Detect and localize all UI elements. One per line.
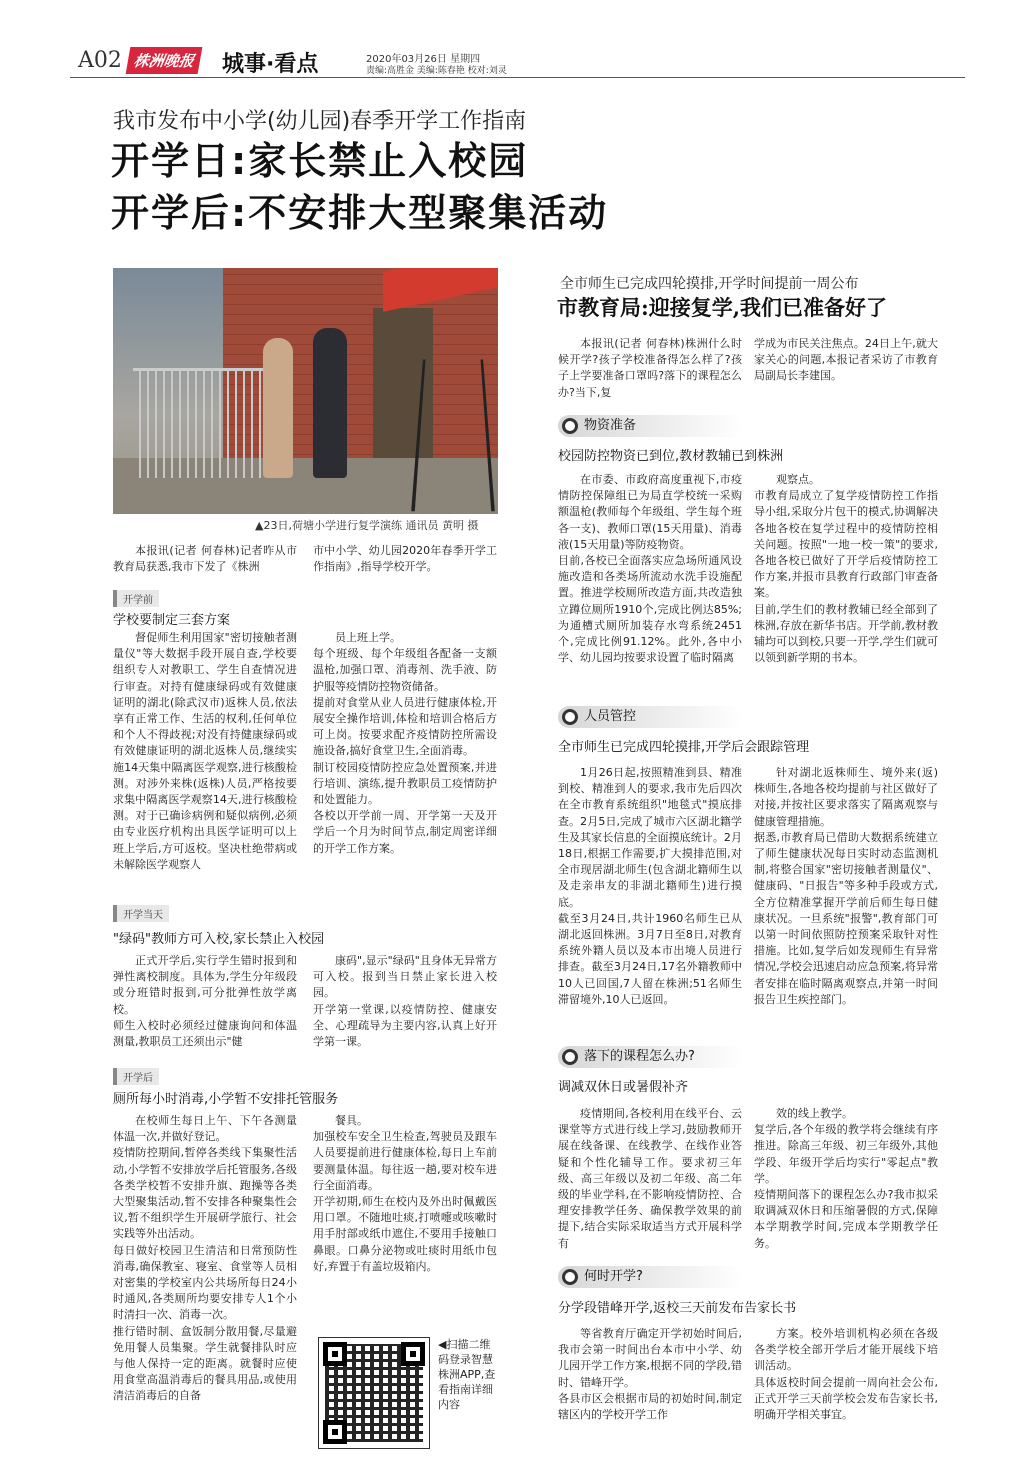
right-kicker: 全市师生已完成四轮摸排,开学时间提前一周公布 — [560, 276, 859, 292]
qr-finder-tl — [323, 1342, 347, 1366]
right-t1-col-b: 观察点。 市教育局成立了复学疫情防控工作指导小组,采取分片包干的模式,协调解决各地各校在复学过程中的疫情防控相关问题。按照"一地一校一策"的要求,各地各校已做好了开学后疫情防控工作方案,并报市县教育行政部门审查备案。 目前,学生们的教材教辅已经全部到了株洲,存放在新华书店。开学前,教材教辅均可以到校,只要一开学,学生们就可以领到新学期的书本。 — [754, 473, 938, 665]
student-figure — [263, 338, 293, 478]
qr-code[interactable] — [318, 1337, 430, 1449]
section-subhead-day: "绿码"教师方可入校,家长禁止入校园 — [113, 932, 325, 947]
bullet-ring-icon — [562, 418, 578, 434]
topic-tag-schedule — [558, 1266, 743, 1288]
right-t3-col-a: 疫情期间,各校利用在线平台、云课堂等方式进行线上学习,鼓励教师开展在线备课、在线教学、在线作业答疑和个性化辅导工作。要求初三年级、高三年级以及初二年级、高二年级的毕业学科,在不影响疫情防控、合理安排教学任务、确保教学效果的前提下,结合实际采取适当方式开展科学有 — [558, 1107, 742, 1250]
topic-tag-supplies — [558, 415, 743, 437]
thermal-camera-tripod — [411, 359, 495, 511]
section-header-after: 开学后 — [113, 1068, 159, 1085]
left-s2-col-a: 正式开学后,实行学生错时报到和弹性离校制度。具体为,学生分年级段或分班错时报到,可分批弹性放学离校。 师生入校时必须经过健康询问和体温测量,教职员工还须出示"健 — [113, 954, 297, 1049]
left-s1-col-b: 员上班上学。 每个班级、每个年级组各配备一支额温枪,加强口罩、消毒剂、洗手液、防护服等疫情防控物资储备。 提前对食堂从业人员进行健康体检,开展安全操作培训,体检和培训合格后方可上岗。按要求配齐疫情防控所需设施设备,搞好食堂卫生,全面消毒。 制订校园疫情防控应急处置预案,并进行培训、演练,提升教职员工疫情防护和处置能力。 各校以开学前一周、开学第一天及开学后一个月为时间节点,制定周密详细的开学工作方案。 — [313, 631, 497, 855]
right-t4-col-b: 方案。校外培训机构必须在各级各类学校全部开学后才能开展线下培训活动。 具体返校时间会提前一周向社会公布,正式开学三天前学校会发布告家长书,明确开学相关事宜。 — [754, 1327, 938, 1422]
barrier-fence — [133, 368, 263, 478]
main-headline-line1: 开学日:家长禁止入校园 — [111, 139, 529, 183]
section-header-day: 开学当天 — [113, 905, 169, 922]
topic-subhead-supplies: 校园防控物资已到位,教材教辅已到株洲 — [558, 449, 784, 464]
topic-tag-personnel — [558, 706, 743, 728]
topic-tag-courses — [558, 1046, 743, 1068]
topic-tag-courses-label: 落下的课程怎么办? — [584, 1049, 695, 1064]
section-subhead-after: 厕所每小时消毒,小学暂不安排托管服务 — [113, 1092, 339, 1107]
bullet-ring-icon — [562, 709, 578, 725]
bullet-ring-icon — [562, 1269, 578, 1285]
left-s3-col-a: 在校师生每日上午、下午各测量体温一次,并做好登记。 疫情防控期间,暂停各类线下集聚性活动,小学暂不安排放学后托管服务,各级各类学校暂不安排升旗、跑操等各类大型聚集活动,暂不安排各种聚集性会议,暂不组织学生开展研学旅行、社会实践等外出活动。 每日做好校园卫生清洁和日常预防性消毒,确保教室、寝室、食堂等人员相对密集的学校室内公共场所每日24小时通风,各类厕所均要安排专人1个小时清扫一次、消毒一次。 推行错时制、盒饭制分散用餐,尽量避免用餐人员集聚。学生就餐排队时应与他人保持一定的距离。就餐时应使用食堂高温消毒后的餐具用品,或使用清洁消毒后的自备 — [113, 1114, 297, 1403]
newspaper-logo: 株洲晚报 — [126, 47, 203, 74]
right-t2-col-a: 1月26日起,按照精准到县、精准到校、精准到人的要求,我市先后四次在全市教育系统组织"地毯式"摸底排查。2月5日,完成了城市六区湖北籍学生及其家长信息的全面摸底统计。2月18日,根据工作需要,扩大摸排范围,对全市现居湖北师生(包含湖北籍师生以及走亲串友的非湖北籍师生)进行摸底。 截至3月24日,共计1960名师生已从湖北返回株洲。3月7日至8日,对教育系统外籍人员以及本市出境人员进行排查。截至3月24日,17名外籍教师中10人已回国,7人留在株洲;51名师生滞留境外,10人已返回。 — [558, 766, 742, 1006]
photo-caption: ▲23日,荷塘小学进行复学演练 通讯员 黄明 摄 — [255, 519, 479, 532]
staff-figure — [313, 328, 347, 478]
right-t1-col-a: 在市委、市政府高度重视下,市疫情防控保障组已为局直学校统一采购额温枪(教师每个年级组、学生每个班各一支)、教师口罩(15天用量)、消毒液(15天用量)等防疫物资。 目前,各校已全面落实应急场所通风设施改造和各类场所流动水洗手设施配置。推进学校厕所改造方面,共改造独立蹲位厕所1910个,完成比例达85%;为通槽式厕所加装存水弯系统2451个,完成比例91.12%。此外,各中小学、幼儿园均按要求设置了临时隔离 — [558, 473, 742, 665]
right-t4-col-a: 等省教育厅确定开学初始时间后,我市会第一时间出台本市中小学、幼儿园开学工作方案,根据不同的学段,错时、错峰开学。 各县市区会根据市局的初始时间,制定辖区内的学校开学工作 — [558, 1327, 742, 1422]
section-title: 城事·看点 — [222, 52, 319, 77]
qr-instruction: ◀扫描二维码登录智慧株洲APP,查看指南详细内容 — [438, 1338, 496, 1411]
editor-credits: 责编:高胜金 美编:陈春艳 校对:刘灵 — [366, 66, 507, 76]
masthead — [70, 44, 965, 78]
left-lead-b: 市中小学、幼儿园2020年春季开学工作指南》,指导学校开学。 — [313, 544, 497, 574]
bullet-ring-icon — [562, 1049, 578, 1065]
topic-tag-schedule-label: 何时开学? — [584, 1269, 643, 1284]
right-headline: 市教育局:迎接复学,我们已准备好了 — [557, 295, 888, 320]
section-subhead-before: 学校要制定三套方案 — [113, 613, 231, 628]
news-photo — [113, 268, 498, 514]
right-lead-b: 学成为市民关注焦点。24日上午,就大家关心的问题,本报记者采访了市教育局副局长李建国。 — [754, 337, 938, 383]
topic-subhead-schedule: 分学段错峰开学,返校三天前发布告家长书 — [558, 1301, 797, 1316]
section-header-before: 开学前 — [113, 590, 159, 607]
topic-tag-personnel-label: 人员管控 — [584, 709, 637, 724]
page-number: A02 — [78, 48, 122, 73]
topic-subhead-personnel: 全市师生已完成四轮摸排,开学后会跟踪管理 — [558, 740, 810, 755]
right-t2-col-b: 针对湖北返株师生、境外来(返)株师生,各地各校均提前与社区做好了对接,并按社区要求落实了隔离观察与健康管理措施。 据悉,市教育局已借助大数据系统建立了师生健康状况每日实时动态监测机制,将整合国家"密切接触者测量仪"、健康码、"日报告"等多种手段或方式,全方位精准掌握开学前后师生每日健康状况。一旦系统"报警",教育部门可以第一时间依照防控预案采取针对性措施。比如,复学后如发现师生有异常情况,学校会迅速启动应急预案,将异常者安排在临时隔离观察点,并第一时间报告卫生疾控部门。 — [754, 766, 938, 1006]
qr-finder-tr — [401, 1342, 425, 1366]
qr-finder-bl — [323, 1420, 347, 1444]
left-s1-col-a: 督促师生利用国家"密切接触者测量仪"等大数据手段开展自查,学校要组织专人对教职工、学生自查情况进行审查。对持有健康绿码或有效健康证明的湖北(除武汉市)返株人员,依法享有正常工作、生活的权利,任何单位和个人不得歧视;对没有持健康绿码或有效健康证明的湖北返株人员,继续实施14天集中隔离医学观察,进行核酸检测。对涉外来株(返株)人员,严格按要求集中隔离医学观察14天,进行核酸检测。对于已确诊病例和疑似病例,必须由专业医疗机构出具医学证明可以上班上学后,方可返校。坚决杜绝带病或未解除医学观察人 — [113, 631, 297, 871]
main-kicker: 我市发布中小学(幼儿园)春季开学工作指南 — [113, 109, 527, 134]
issue-date: 2020年03月26日 星期四 — [366, 54, 481, 65]
left-lead-a: 本报讯(记者 何春林)记者昨从市教育局获悉,我市下发了《株洲 — [113, 544, 297, 574]
topic-subhead-courses: 调减双休日或暑假补齐 — [558, 1080, 689, 1095]
right-t3-col-b: 效的线上教学。 复学后,各个年级的教学将会继续有序推进。除高三年级、初三年级外,其他学段、年级开学后均实行"零起点"教学。 疫情期间落下的课程怎么办?我市拟采取调减双休日和压缩暑假的方式,保障本学期教学时间,完成本学期教学任务。 — [754, 1107, 938, 1250]
right-lead-a: 本报讯(记者 何春林)株洲什么时候开学?孩子学校准备得怎么样了?孩子上学要准备口罩吗?落下的课程怎么办?当下,复 — [558, 337, 742, 399]
left-s2-col-b: 康码",显示"绿码"且身体无异常方可入校。报到当日禁止家长进入校园。 开学第一堂课,以疫情防控、健康安全、心理疏导为主要内容,认真上好开学第一课。 — [313, 954, 497, 1049]
left-s3-col-b: 餐具。 加强校车安全卫生检查,驾驶员及跟车人员要提前进行健康体检,每日上车前要测量体温。每往返一趟,要对校车进行全面消毒。 开学初期,师生在校内及外出时佩戴医用口罩。不随地吐痰,打喷嚏或咳嗽时用手肘部或纸巾遮住,不要用手接触口鼻眼。口鼻分泌物或吐痰时用纸巾包好,弃置于有盖垃圾箱内。 — [313, 1114, 497, 1273]
main-headline-line2: 开学后:不安排大型聚集活动 — [111, 191, 609, 235]
topic-tag-supplies-label: 物资准备 — [584, 418, 637, 433]
